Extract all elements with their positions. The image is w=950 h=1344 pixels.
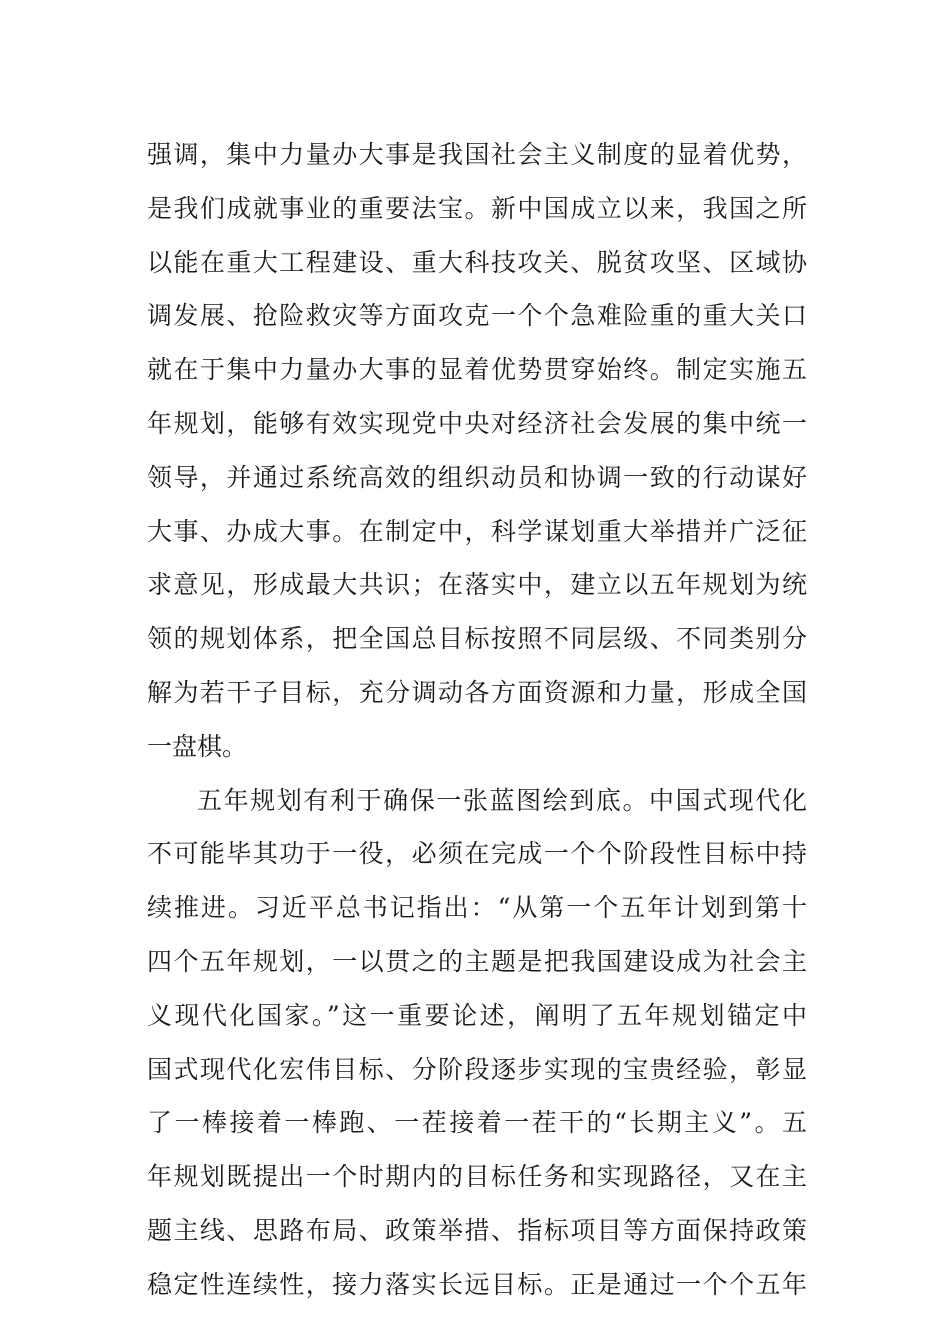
- text-line: 强调，集中力量办大事是我国社会主义制度的显着优势，: [147, 140, 807, 169]
- text-line: 义现代化国家。”这一重要论述，阐明了五年规划锚定中: [147, 1000, 807, 1030]
- text-line: 解为若干子目标，充分调动各方面资源和力量，形成全国: [147, 677, 807, 707]
- text-line: 领导，并通过系统高效的组织动员和协调一致的行动谋好: [147, 462, 807, 492]
- text-line: 是我们成就事业的重要法宝。新中国成立以来，我国之所: [147, 193, 807, 223]
- text-line: 求意见，形成最大共识；在落实中，建立以五年规划为统: [147, 570, 807, 600]
- text-line: 调发展、抢险救灾等方面攻克一个个急难险重的重大关口: [147, 301, 807, 331]
- text-line: 国式现代化宏伟目标、分阶段逐步实现的宝贵经验，彰显: [147, 1054, 807, 1084]
- text-line: 四个五年规划，一以贯之的主题是把我国建设成为社会主: [147, 946, 807, 976]
- text-line: 一盘棋。: [147, 731, 248, 761]
- text-line: 题主线、思路布局、政策举措、指标项目等方面保持政策: [147, 1215, 807, 1245]
- text-line: 以能在重大工程建设、重大科技攻关、脱贫攻坚、区域协: [147, 247, 807, 277]
- body-text: [147, 128, 807, 1312]
- text-line: 了一棒接着一棒跑、一茬接着一茬干的“长期主义”。五: [147, 1108, 807, 1138]
- text-line: 就在于集中力量办大事的显着优势贯穿始终。制定实施五: [147, 355, 807, 385]
- text-line: 大事、办成大事。在制定中，科学谋划重大举措并广泛征: [147, 516, 807, 546]
- text-line: 年规划既提出一个时期内的目标任务和实现路径，又在主: [147, 1162, 807, 1192]
- text-line: 稳定性连续性，接力落实长远目标。正是通过一个个五年: [147, 1269, 807, 1299]
- text-line: 续推进。习近平总书记指出：“从第一个五年计划到第十: [147, 893, 807, 923]
- text-line: 不可能毕其功于一役，必须在完成一个个阶段性目标中持: [147, 839, 807, 869]
- text-line: 领的规划体系，把全国总目标按照不同层级、不同类别分: [147, 624, 807, 654]
- text-line: 五年规划有利于确保一张蓝图绘到底。中国式现代化: [197, 785, 807, 815]
- text-line: 年规划，能够有效实现党中央对经济社会发展的集中统一: [147, 408, 807, 438]
